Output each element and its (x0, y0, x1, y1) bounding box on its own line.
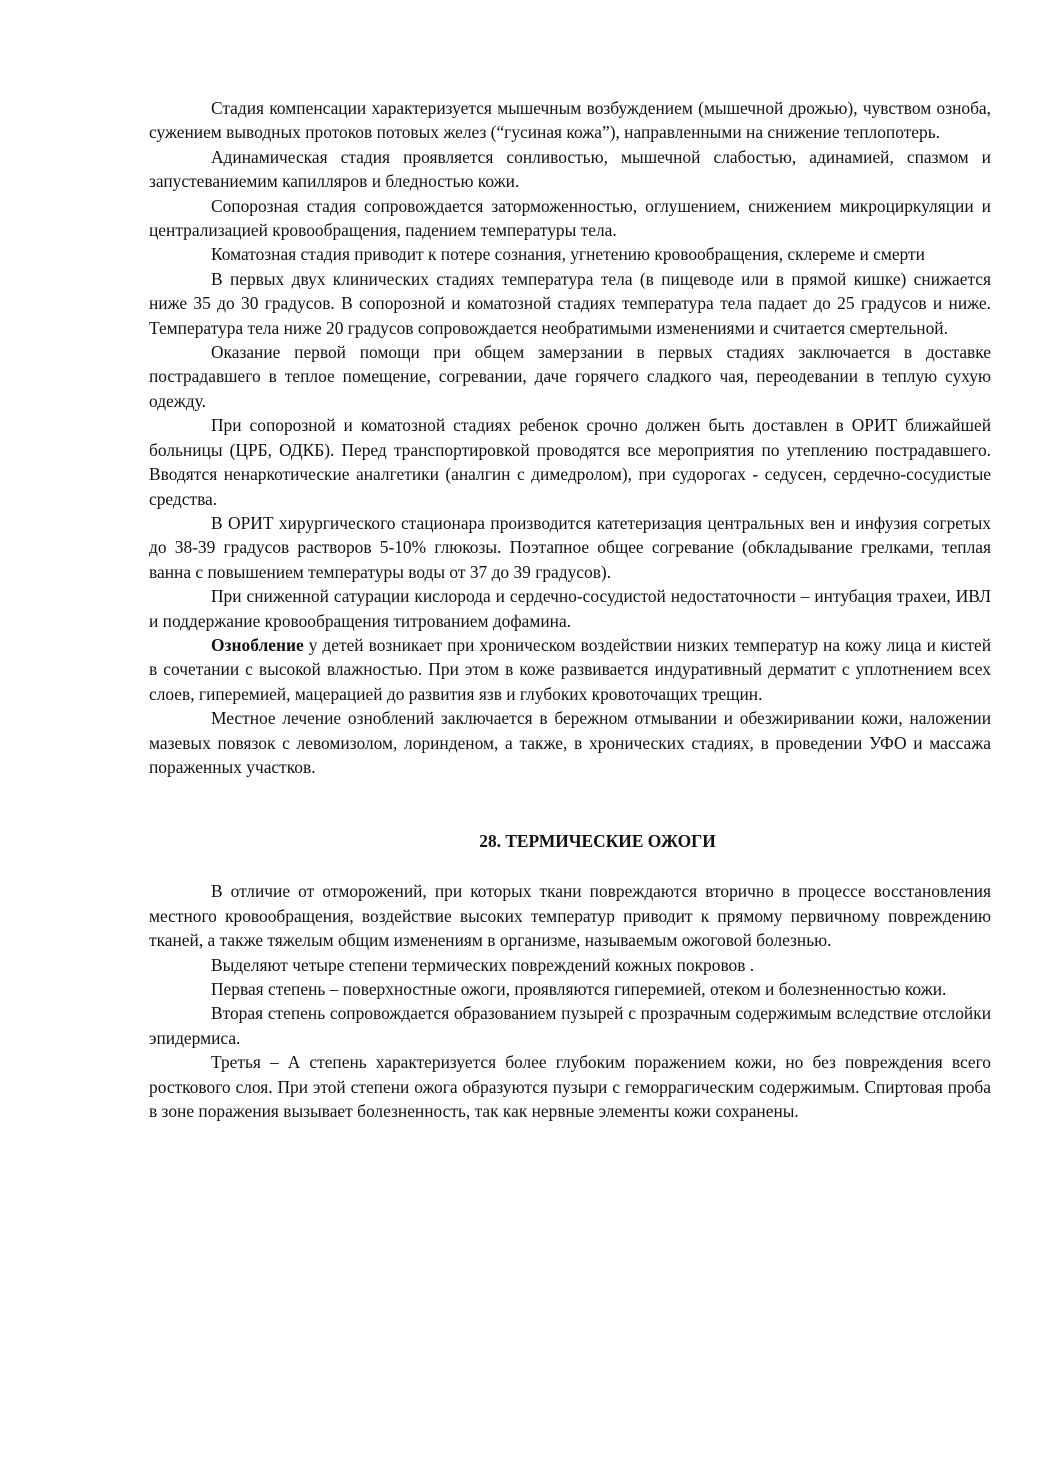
section-heading-thermal-burns: 28. ТЕРМИЧЕСКИЕ ОЖОГИ (479, 831, 716, 852)
paragraph-adynamic-stage: Адинамическая стадия проявляется сонливостью, мышечной слабостью, адинамией, спазмом и запустеваниемим капилляров и бледностью кожи. (149, 146, 991, 192)
paragraph-first-degree: Первая степень – поверхностные ожоги, проявляются гиперемией, отеком и болезненностью кожи. (211, 979, 947, 999)
paragraph-local-treatment: Местное лечение озноблений заключается в бережном отмывании и обезжиривании кожи, наложении мазевых повязок с левомизолом, лоринденом, а также, в хронических стадиях, в проведении УФО и массажа пораженных участков. (149, 708, 991, 777)
paragraph-ventilation: При сниженной сатурации кислорода и сердечно-сосудистой недостаточности – интубация трахеи, ИВЛ и поддержание кровообращения титрованием дофамина. (149, 586, 991, 631)
paragraph-icu-treatment: В ОРИТ хирургического стационара производится катетеризация центральных вен и инфузия согретых до 38-39 градусов растворов 5-10% глюкозы. Поэтапное общее согревание (обкладывание грелками, теплая ванна с повышением температуры воды от 37 до 39 градусов). (149, 512, 991, 582)
paragraph-second-degree: Вторая степень сопровождается образованием пузырей с прозрачным содержимым вследствие отслойки эпидермиса. (149, 1003, 991, 1048)
term-chilblains: Ознобление (211, 634, 304, 655)
section-general-cooling (149, 96, 991, 779)
paragraph-soporous-stage: Сопорозная стадия сопровождается заторможенностью, оглушением, снижением микроциркуляции и централизацией кровообращения, падением температуры тела. (149, 195, 991, 241)
paragraph-chilblains (149, 633, 991, 706)
paragraph-transport: При сопорозной и коматозной стадиях ребенок срочно должен быть доставлен в ОРИТ ближайшей больницы (ЦРБ, ОДКБ). Перед транспортировкой проводятся все мероприятия по утеплению пострадавшего. Вводятся ненаркотические аналгетики (аналгин с димедролом), при судорогах - седусен, сердечно-сосудистые средства. (149, 415, 991, 509)
paragraph-third-a-degree: Третья – А степень характеризуется более глубоким поражением кожи, но без повреждения всего росткового слоя. При этой степени ожога образуются пузыри с геморрагическим содержимым. Спиртовая проба в зоне поражения вызывает болезненность, так как нервные элементы кожи сохранены. (149, 1052, 991, 1122)
chilblains-description: у детей возникает при хроническом воздействии низких температур на кожу лица и кистей в сочетании с высокой влажностью. При этом в коже развивается индуративный дерматит с уплотнением всех слоев, гиперемией, мацерацией до развития язв и глубоких кровоточащих трещин. (149, 634, 991, 704)
paragraph-first-aid: Оказание первой помощи при общем замерзании в первых стадиях заключается в доставке пострадавшего в теплое помещение, согревании, даче горячего сладкого чая, переодевании в теплую сухую одежду. (149, 342, 991, 411)
paragraph-comatose-stage: Коматозная стадия приводит к потере сознания, угнетению кровообращения, склереме и смерти (211, 244, 925, 265)
section-thermal-burns (149, 879, 991, 1123)
paragraph-compensation-stage: Стадия компенсации характеризуется мышечным возбуждением (мышечной дрожью), чувством озноба, сужением выводных протоков потовых желез (“гусиная кожа”), направленными на снижение теплопотерь. (149, 98, 991, 143)
paragraph-burn-degrees: Выделяют четыре степени термических повреждений кожных покровов . (211, 954, 755, 975)
paragraph-body-temperature: В первых двух клинических стадиях температура тела (в пищеводе или в прямой кишке) снижается ниже 35 до 30 градусов. В сопорозной и коматозной стадиях температура тела падает до 25 градусов и ниже. Температура тела ниже 20 градусов сопровождается необратимыми изменениями и считается смертельной. (149, 268, 991, 338)
paragraph-burns-intro: В отличие от отморожений, при которых ткани повреждаются вторично в процессе восстановления местного кровообращения, воздействие высоких температур приводит к прямому первичному повреждению тканей, а также тяжелым общим изменениям в организме, называемым ожоговой болезнью. (149, 881, 991, 951)
